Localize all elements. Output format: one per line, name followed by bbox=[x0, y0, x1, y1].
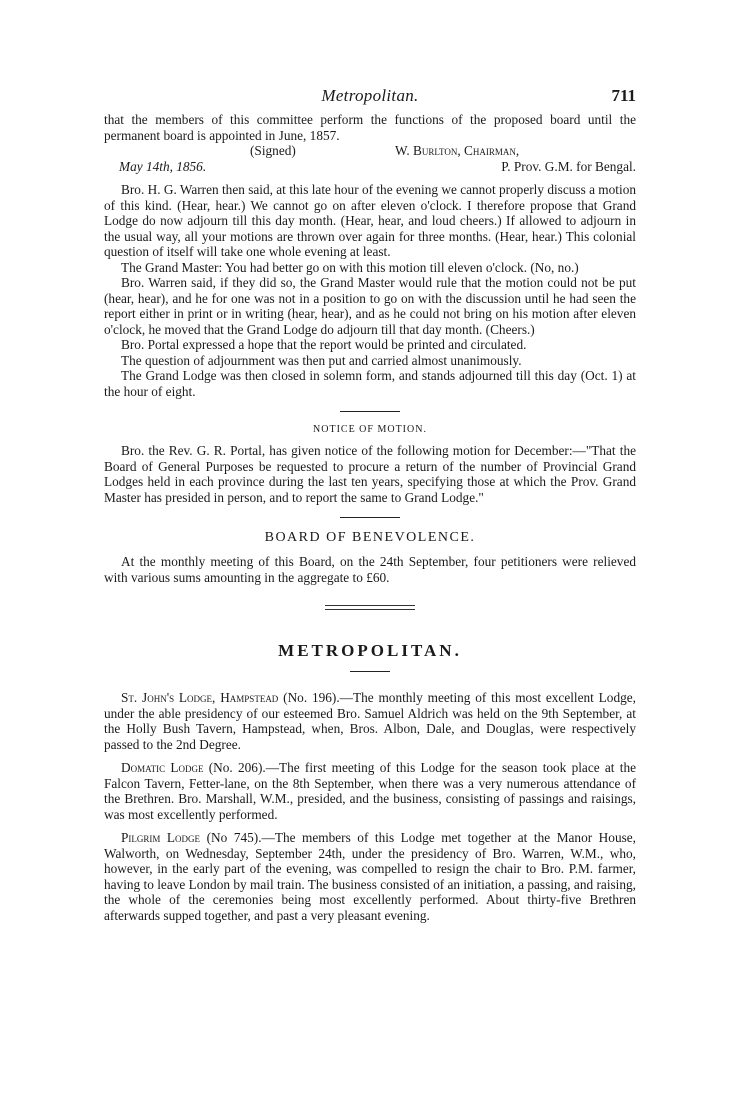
intro-paragraph: that the members of this committee perform the functions of the proposed board until the permanent board is appointed in June, 1857. bbox=[104, 112, 636, 143]
lodge-report-text: (No. 206).—The first meeting of this Lodge for the season took place at the Falcon Tavern, Fetter-lane, on the 8th September, when there was a very numerous attendance of the Brethren. Bro. Marshall, W.M., presided, and the business, consisting of passings and raisings, was most excellently performed. bbox=[104, 760, 636, 822]
lodge-report-text: (No. 196).—The monthly meeting of this most excellent Lodge, under the able presidency of our esteemed Bro. Samuel Aldrich was held on the 9th September, at the Holly Bush Tavern, Hampstead, when, Bros. Albon, Dale, and Douglas, were respectively passed to the 2nd Degree. bbox=[104, 690, 636, 752]
lodge-report bbox=[104, 760, 636, 822]
date-line bbox=[104, 159, 636, 175]
debate-paragraph: The Grand Master: You had better go on with this motion till eleven o'clock. (No, no.) bbox=[121, 259, 579, 275]
heading-underline bbox=[350, 671, 390, 672]
benevolence-paragraph: At the monthly meeting of this Board, on the 24th September, four petitioners were relieved with various sums amounting in the aggregate to £60. bbox=[104, 554, 636, 585]
running-title: Metropolitan. bbox=[321, 86, 419, 105]
debate-paragraph: The question of adjournment was then put and carried almost unanimously. bbox=[121, 352, 522, 368]
notice-heading: NOTICE OF MOTION. bbox=[313, 424, 427, 435]
page-number: 711 bbox=[611, 86, 636, 105]
lodge-name: Domatic Lodge bbox=[121, 760, 204, 775]
running-header bbox=[104, 86, 636, 112]
debate-paragraph: Bro. Portal expressed a hope that the report would be printed and circulated. bbox=[121, 337, 527, 352]
signer-title: P. Prov. G.M. for Bengal. bbox=[501, 158, 636, 174]
lodge-name: St. John's Lodge, Hampstead bbox=[121, 690, 279, 705]
section-divider bbox=[340, 517, 400, 518]
double-divider bbox=[325, 605, 415, 613]
signature-date: May 14th, 1856. bbox=[119, 158, 207, 174]
signed-label: (Signed) bbox=[250, 143, 296, 158]
debate-paragraph: The Grand Lodge was then closed in solemn form, and stands adjourned till this day (Oct. 1) at the hour of eight. bbox=[104, 368, 636, 399]
debate-paragraph: Bro. H. G. Warren then said, at this late hour of the evening we cannot properly discuss a motion of this kind. (Hear, hear.) We cannot go on after eleven o'clock. I therefore propose that Grand Lodge do now adjourn till this day month. (Hear, hear, and loud cheers.) If allowed to adjourn in the usual way, all your motions are thrown over again for three months. (Hear, hear.) This colonial question of itself will take one whole evening at least. bbox=[104, 182, 636, 259]
lodge-report-text: (No 745).—The members of this Lodge met together at the Manor House, Walworth, on Wednesday, September 24th, under the presidency of Bro. Warren, W.M., who, however, in the early part of the evening, was compelled to resign the chair to Bro. P.M. farmer, having to leave London by mail train. The business consisted of an initiation, a passing, and raising, the whole of the ceremonies being most excellently performed. About thirty-five Brethren afterwards supped together, and past a very pleasant evening. bbox=[104, 830, 636, 923]
debate-paragraph: Bro. Warren said, if they did so, the Grand Master would rule that the motion could not be put (hear, hear), and he for one was not in a position to go on with the discussion until he had seen the report either in print or in writing (hear, hear), and as he could not bring on his motion after eleven o'clock, he moved that the Grand Lodge do adjourn till that day month. (Cheers.) bbox=[104, 275, 636, 337]
signature-line bbox=[104, 143, 636, 159]
document-page bbox=[104, 86, 636, 923]
signer-name: W. Burlton, Chairman, bbox=[395, 143, 520, 158]
section-divider bbox=[340, 411, 400, 412]
notice-paragraph: Bro. the Rev. G. R. Portal, has given notice of the following motion for December:—"That the Board of General Purposes be requested to procure a return of the number of Provincial Grand Lodges held in each province during the last ten years, specifying those at which the Prov. Grand Master has presided in person, and to report the same to Grand Lodge." bbox=[104, 443, 636, 505]
metropolitan-heading: METROPOLITAN. bbox=[278, 641, 462, 660]
benevolence-heading: BOARD OF BENEVOLENCE. bbox=[264, 530, 476, 545]
lodge-report bbox=[104, 830, 636, 923]
lodge-report bbox=[104, 690, 636, 752]
lodge-name: Pilgrim Lodge bbox=[121, 830, 201, 845]
